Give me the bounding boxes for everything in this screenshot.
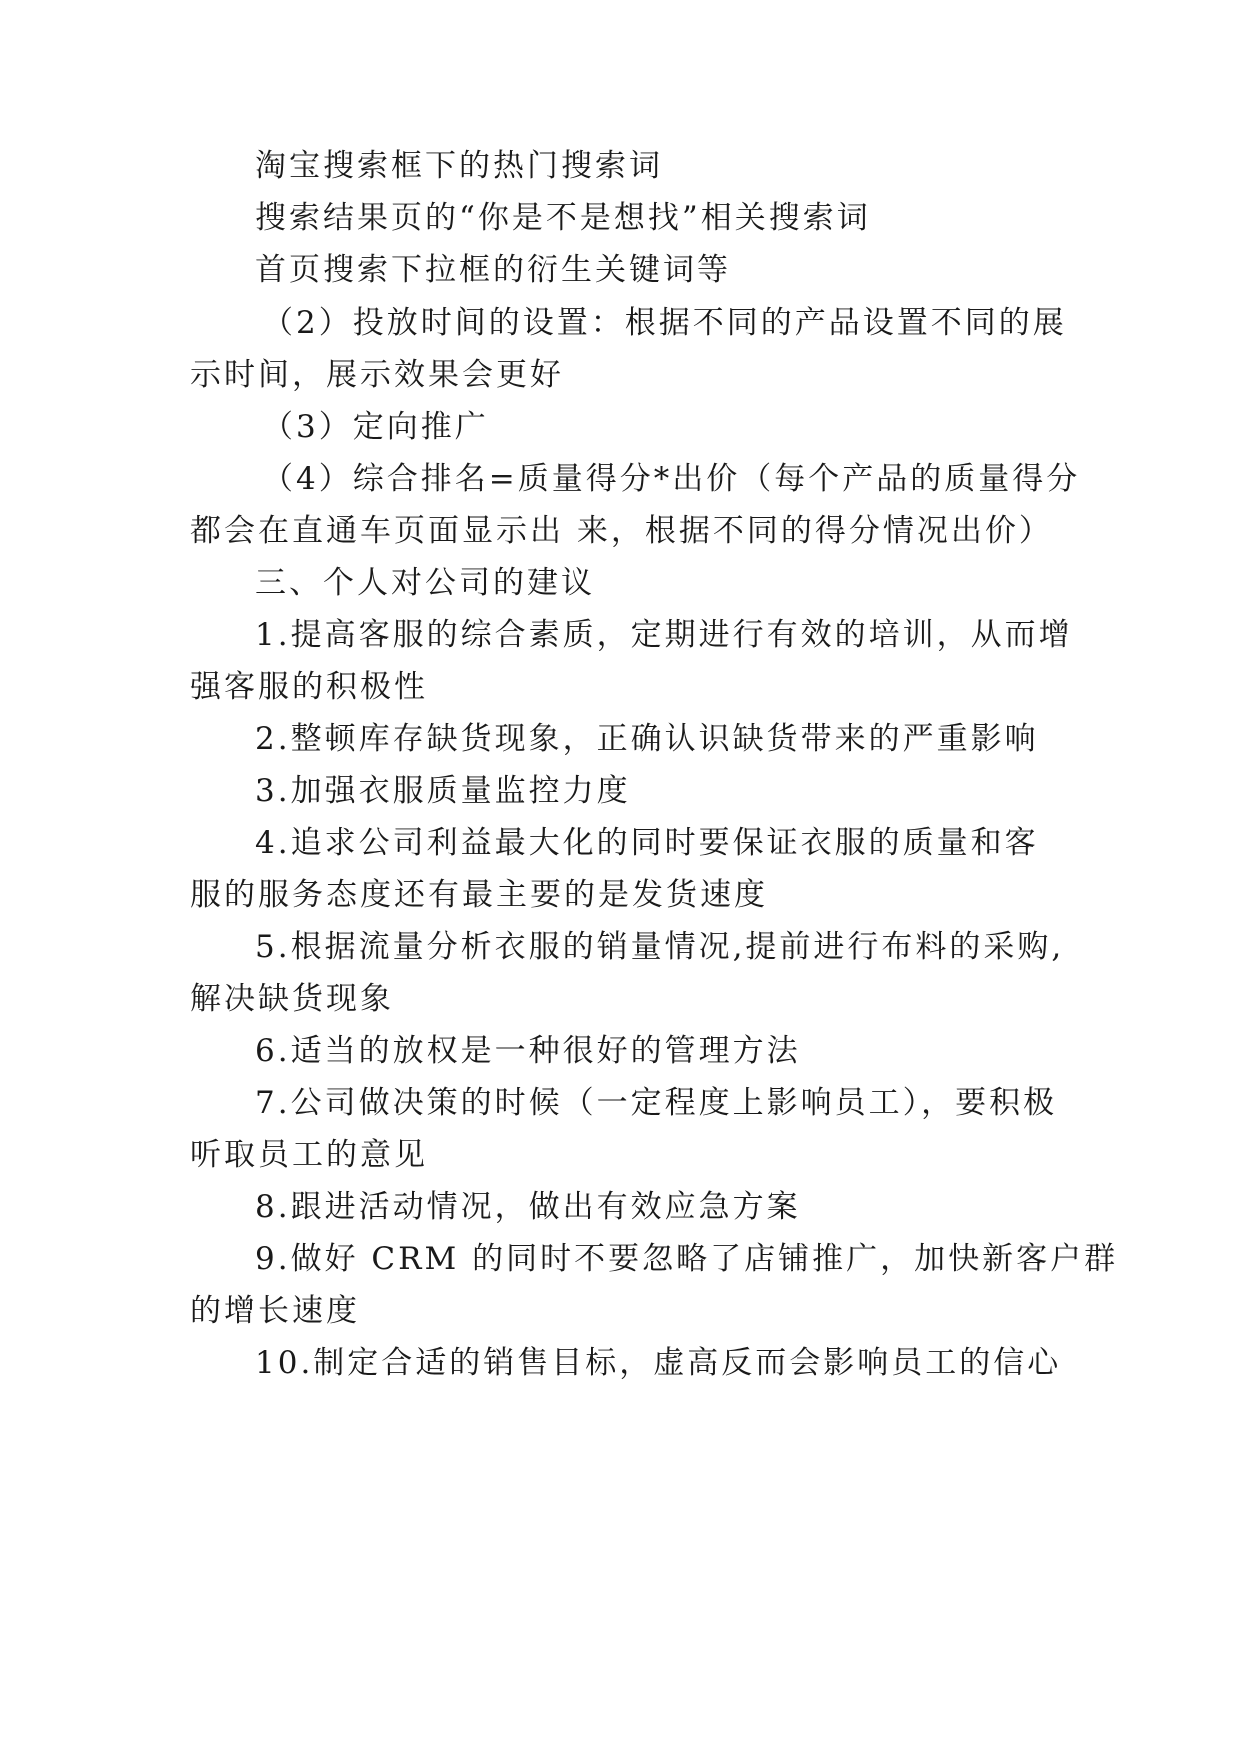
text-line: 首页搜索下拉框的衍生关键词等: [255, 252, 731, 288]
section-heading: 三、个人对公司的建议: [255, 565, 595, 601]
text-line: 示时间，展示效果会更好: [190, 357, 564, 393]
text-line: 10.制定合适的销售目标，虚高反而会影响员工的信心: [255, 1345, 1062, 1381]
text-line: 搜索结果页的“你是不是想找”相关搜索词: [255, 200, 871, 236]
text-line: （2）投放时间的设置：根据不同的产品设置不同的展: [262, 305, 1067, 341]
text-line: 强客服的积极性: [190, 669, 428, 705]
text-line: 7.公司做决策的时候（一定程度上影响员工），要积极: [255, 1085, 1058, 1121]
text-line: 的增长速度: [190, 1293, 360, 1329]
text-line: 淘宝搜索框下的热门搜索词: [255, 148, 663, 184]
text-line: 9.做好 CRM 的同时不要忽略了店铺推广，加快新客户群: [255, 1241, 1119, 1277]
text-line: 1.提高客服的综合素质，定期进行有效的培训，从而增: [255, 617, 1073, 653]
text-line: 4.追求公司利益最大化的同时要保证衣服的质量和客: [255, 825, 1039, 861]
text-line: 听取员工的意见: [190, 1137, 428, 1173]
text-line: 都会在直通车页面显示出 来，根据不同的得分情况出价）: [190, 513, 1053, 549]
text-line: 2.整顿库存缺货现象，正确认识缺货带来的严重影响: [255, 721, 1039, 757]
text-line: （4）综合排名=质量得分*出价（每个产品的质量得分: [262, 461, 1081, 497]
text-line: 解决缺货现象: [190, 981, 394, 1017]
text-line: 8.跟进活动情况，做出有效应急方案: [255, 1189, 801, 1225]
text-line: 3.加强衣服质量监控力度: [255, 773, 631, 809]
text-line: 6.适当的放权是一种很好的管理方法: [255, 1033, 801, 1069]
text-line: 5.根据流量分析衣服的销量情况,提前进行布料的采购,: [255, 929, 1065, 965]
text-line: 服的服务态度还有最主要的是发货速度: [190, 877, 768, 913]
text-line: （3）定向推广: [262, 409, 489, 445]
